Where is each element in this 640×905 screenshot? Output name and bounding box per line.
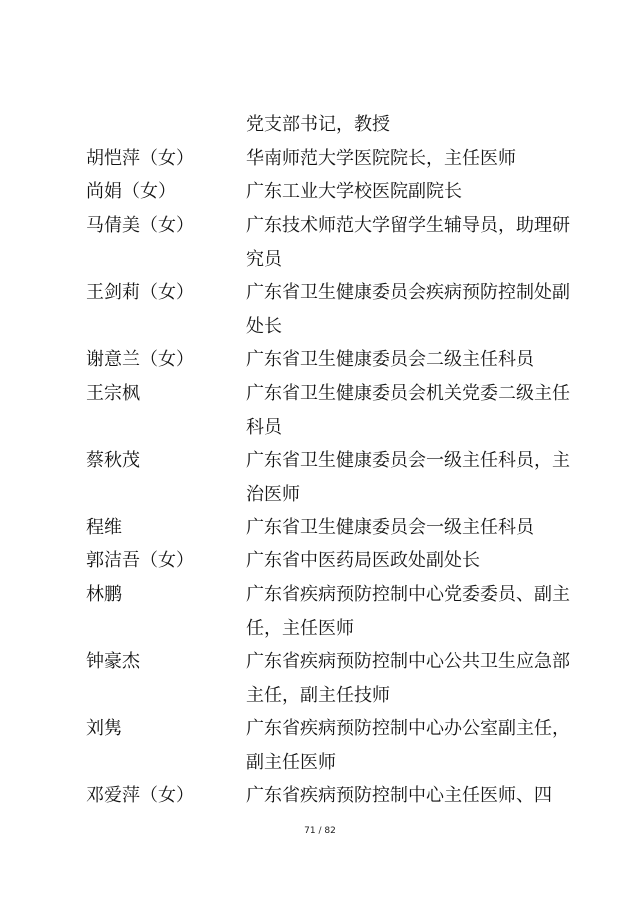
person-name: 邓爱萍（女） <box>86 785 194 806</box>
person-name: 尚娟（女） <box>86 181 176 202</box>
person-name: 郭洁吾（女） <box>86 550 194 571</box>
person-name: 马倩美（女） <box>86 215 194 236</box>
title-line: 广东省中医药局医政处副处长 <box>246 550 480 571</box>
title-line: 治医师 <box>246 483 300 505</box>
person-title <box>246 779 562 813</box>
person-title <box>246 578 570 645</box>
title-line: 广东省卫生健康委员会机关党委二级主任 <box>246 383 570 404</box>
person-title <box>246 544 562 578</box>
person-title <box>246 377 570 444</box>
title-line: 副主任医师 <box>246 751 336 773</box>
title-line: 华南师范大学医院院长，主任医师 <box>246 148 516 169</box>
person-name: 钟豪杰 <box>86 651 140 672</box>
title-line: 任，主任医师 <box>246 617 354 639</box>
person-name: 蔡秋茂 <box>86 450 140 471</box>
title-line: 党支部书记，教授 <box>246 114 390 135</box>
title-line: 广东省疾病预防控制中心公共卫生应急部 <box>246 651 570 672</box>
person-title <box>246 108 562 142</box>
person-title <box>246 645 570 712</box>
person-name: 刘隽 <box>86 718 122 739</box>
person-name: 谢意兰（女） <box>86 349 194 370</box>
title-line: 广东省疾病预防控制中心党委委员、副主 <box>246 584 570 605</box>
title-line: 科员 <box>246 416 282 438</box>
page-number: 71 / 82 <box>304 826 336 836</box>
title-line: 广东省疾病预防控制中心办公室副主任， <box>246 718 570 739</box>
person-title <box>246 343 562 377</box>
person-title <box>246 276 570 343</box>
title-line: 广东省卫生健康委员会一级主任科员，主 <box>246 450 570 471</box>
person-name: 王剑莉（女） <box>86 282 194 303</box>
title-line: 广东省卫生健康委员会二级主任科员 <box>246 349 534 370</box>
title-line: 广东工业大学校医院副院长 <box>246 181 462 202</box>
person-name: 程维 <box>86 517 122 538</box>
person-title <box>246 444 570 511</box>
title-line: 主任，副主任技师 <box>246 684 390 706</box>
title-line: 广东省卫生健康委员会疾病预防控制处副 <box>246 282 570 303</box>
person-title <box>246 209 570 276</box>
title-line: 究员 <box>246 248 282 270</box>
title-line: 广东省疾病预防控制中心主任医师、四 <box>246 785 552 806</box>
person-title <box>246 142 562 176</box>
title-line: 广东省卫生健康委员会一级主任科员 <box>246 517 534 538</box>
person-name: 林鹏 <box>86 584 122 605</box>
person-title <box>246 175 562 209</box>
person-title <box>246 712 570 779</box>
title-line: 广东技术师范大学留学生辅导员，助理研 <box>246 215 570 236</box>
title-line: 处长 <box>246 315 282 337</box>
person-name: 胡恺萍（女） <box>86 148 194 169</box>
person-name: 王宗枫 <box>86 383 140 404</box>
person-title <box>246 511 562 545</box>
